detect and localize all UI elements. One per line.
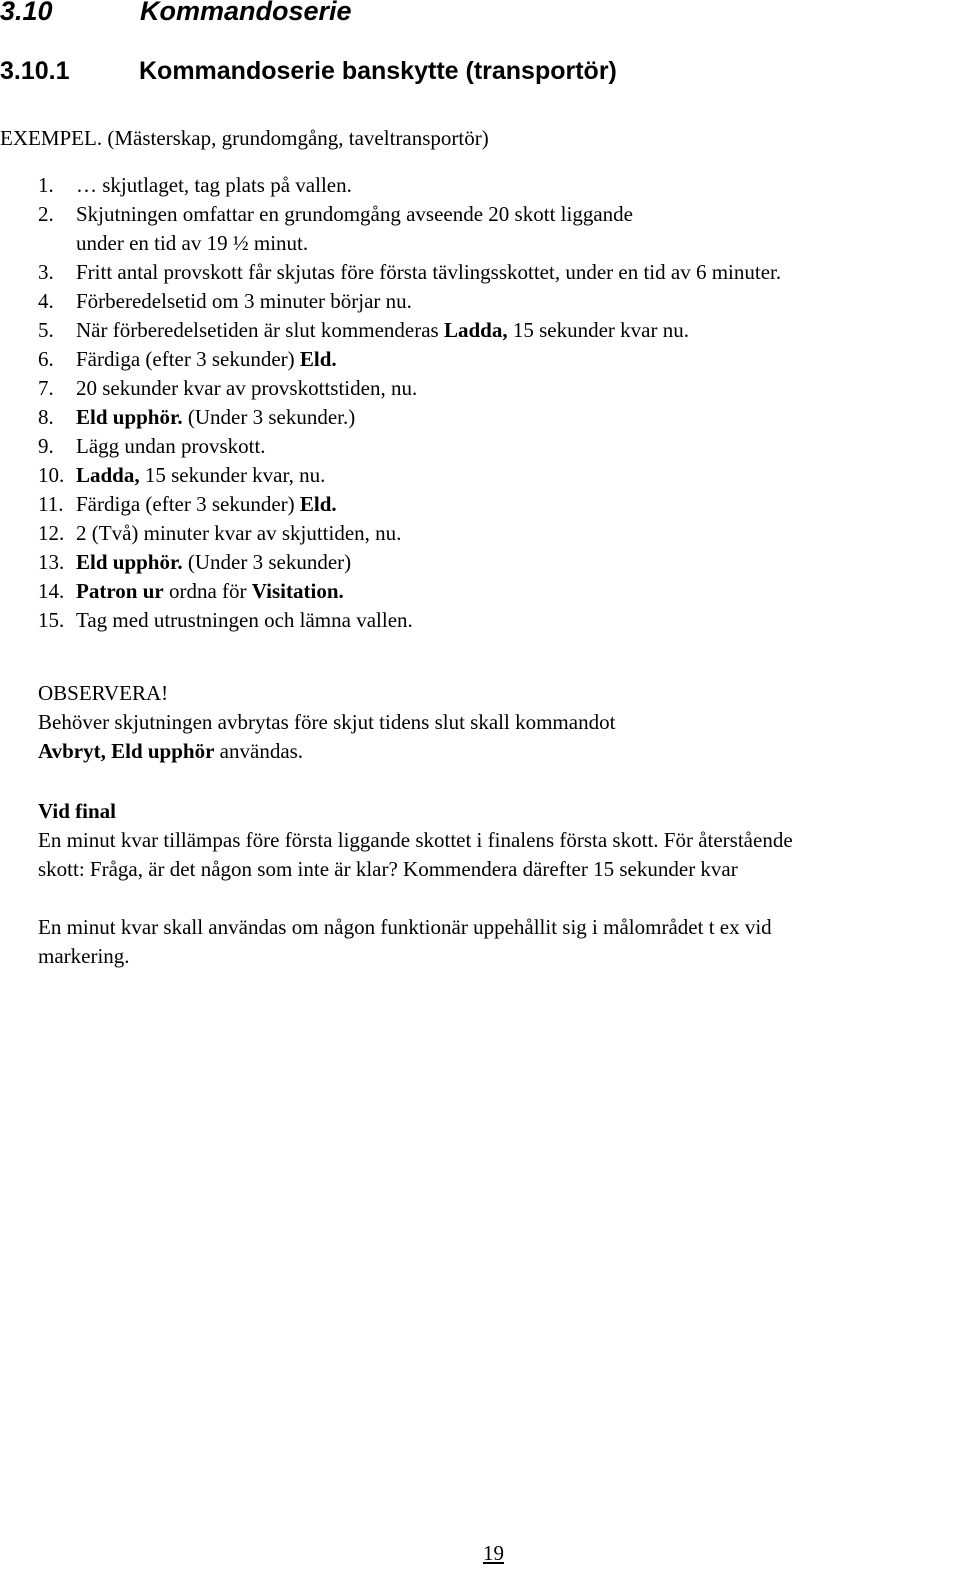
final-line: En minut kvar tillämpas före första liggande skottet i finalens första skott. För återstående — [38, 828, 793, 852]
subsection-title: Kommandoserie banskytte (transportör) — [139, 57, 617, 85]
observera-line: Avbryt, Eld upphör användas. — [38, 739, 304, 763]
final-note-line: En minut kvar skall användas om någon funktionär uppehållit sig i målområdet t ex vid — [38, 915, 772, 939]
list-item: 10. Ladda, 15 sekunder kvar, nu. — [38, 463, 326, 487]
list-item: 14. Patron ur ordna för Visitation. — [38, 579, 344, 603]
list-item: 12. 2 (Två) minuter kvar av skjuttiden, nu. — [38, 521, 402, 545]
list-item: 7. 20 sekunder kvar av provskottstiden, nu. — [38, 376, 418, 400]
observera-title: OBSERVERA! — [38, 681, 169, 705]
page-number: 19 — [483, 1541, 504, 1565]
subsection-number: 3.10.1 — [0, 57, 70, 85]
section-heading — [0, 0, 352, 28]
list-item: 3. Fritt antal provskott får skjutas före första tävlingsskottet, under en tid av 6 minuter. — [38, 260, 782, 284]
subsection-heading — [0, 55, 617, 87]
section-number: 3.10 — [0, 0, 53, 26]
list-item: 5. När förberedelsetiden är slut kommenderas Ladda, 15 sekunder kvar nu. — [38, 318, 689, 342]
list-item: 1. … skjutlaget, tag plats på vallen. — [38, 173, 352, 197]
list-item: 9. Lägg undan provskott. — [38, 434, 266, 458]
command-list — [38, 171, 781, 635]
list-item: 15. Tag med utrustningen och lämna vallen. — [38, 608, 413, 632]
observera-block — [38, 679, 615, 766]
final-block — [38, 797, 793, 884]
list-item: 8. Eld upphör. (Under 3 sekunder.) — [38, 405, 356, 429]
final-note-line: markering. — [38, 944, 130, 968]
list-item: 13. Eld upphör. (Under 3 sekunder) — [38, 550, 352, 574]
final-line: skott: Fråga, är det någon som inte är klar? Kommendera därefter 15 sekunder kvar — [38, 857, 738, 881]
list-item: 6. Färdiga (efter 3 sekunder) Eld. — [38, 347, 337, 371]
observera-line: Behöver skjutningen avbrytas före skjut tidens slut skall kommandot — [38, 710, 616, 734]
list-item: 4. Förberedelsetid om 3 minuter börjar nu. — [38, 289, 412, 313]
list-item: 11. Färdiga (efter 3 sekunder) Eld. — [38, 492, 337, 516]
example-line: EXEMPEL. (Mästerskap, grundomgång, taveltransportör) — [0, 126, 489, 150]
final-title: Vid final — [38, 799, 116, 823]
section-title: Kommandoserie — [140, 0, 352, 26]
list-item: 2. Skjutningen omfattar en grundomgång avseende 20 skott liggande under en tid av 19 ½ minut. — [38, 202, 633, 255]
final-note — [38, 913, 772, 971]
